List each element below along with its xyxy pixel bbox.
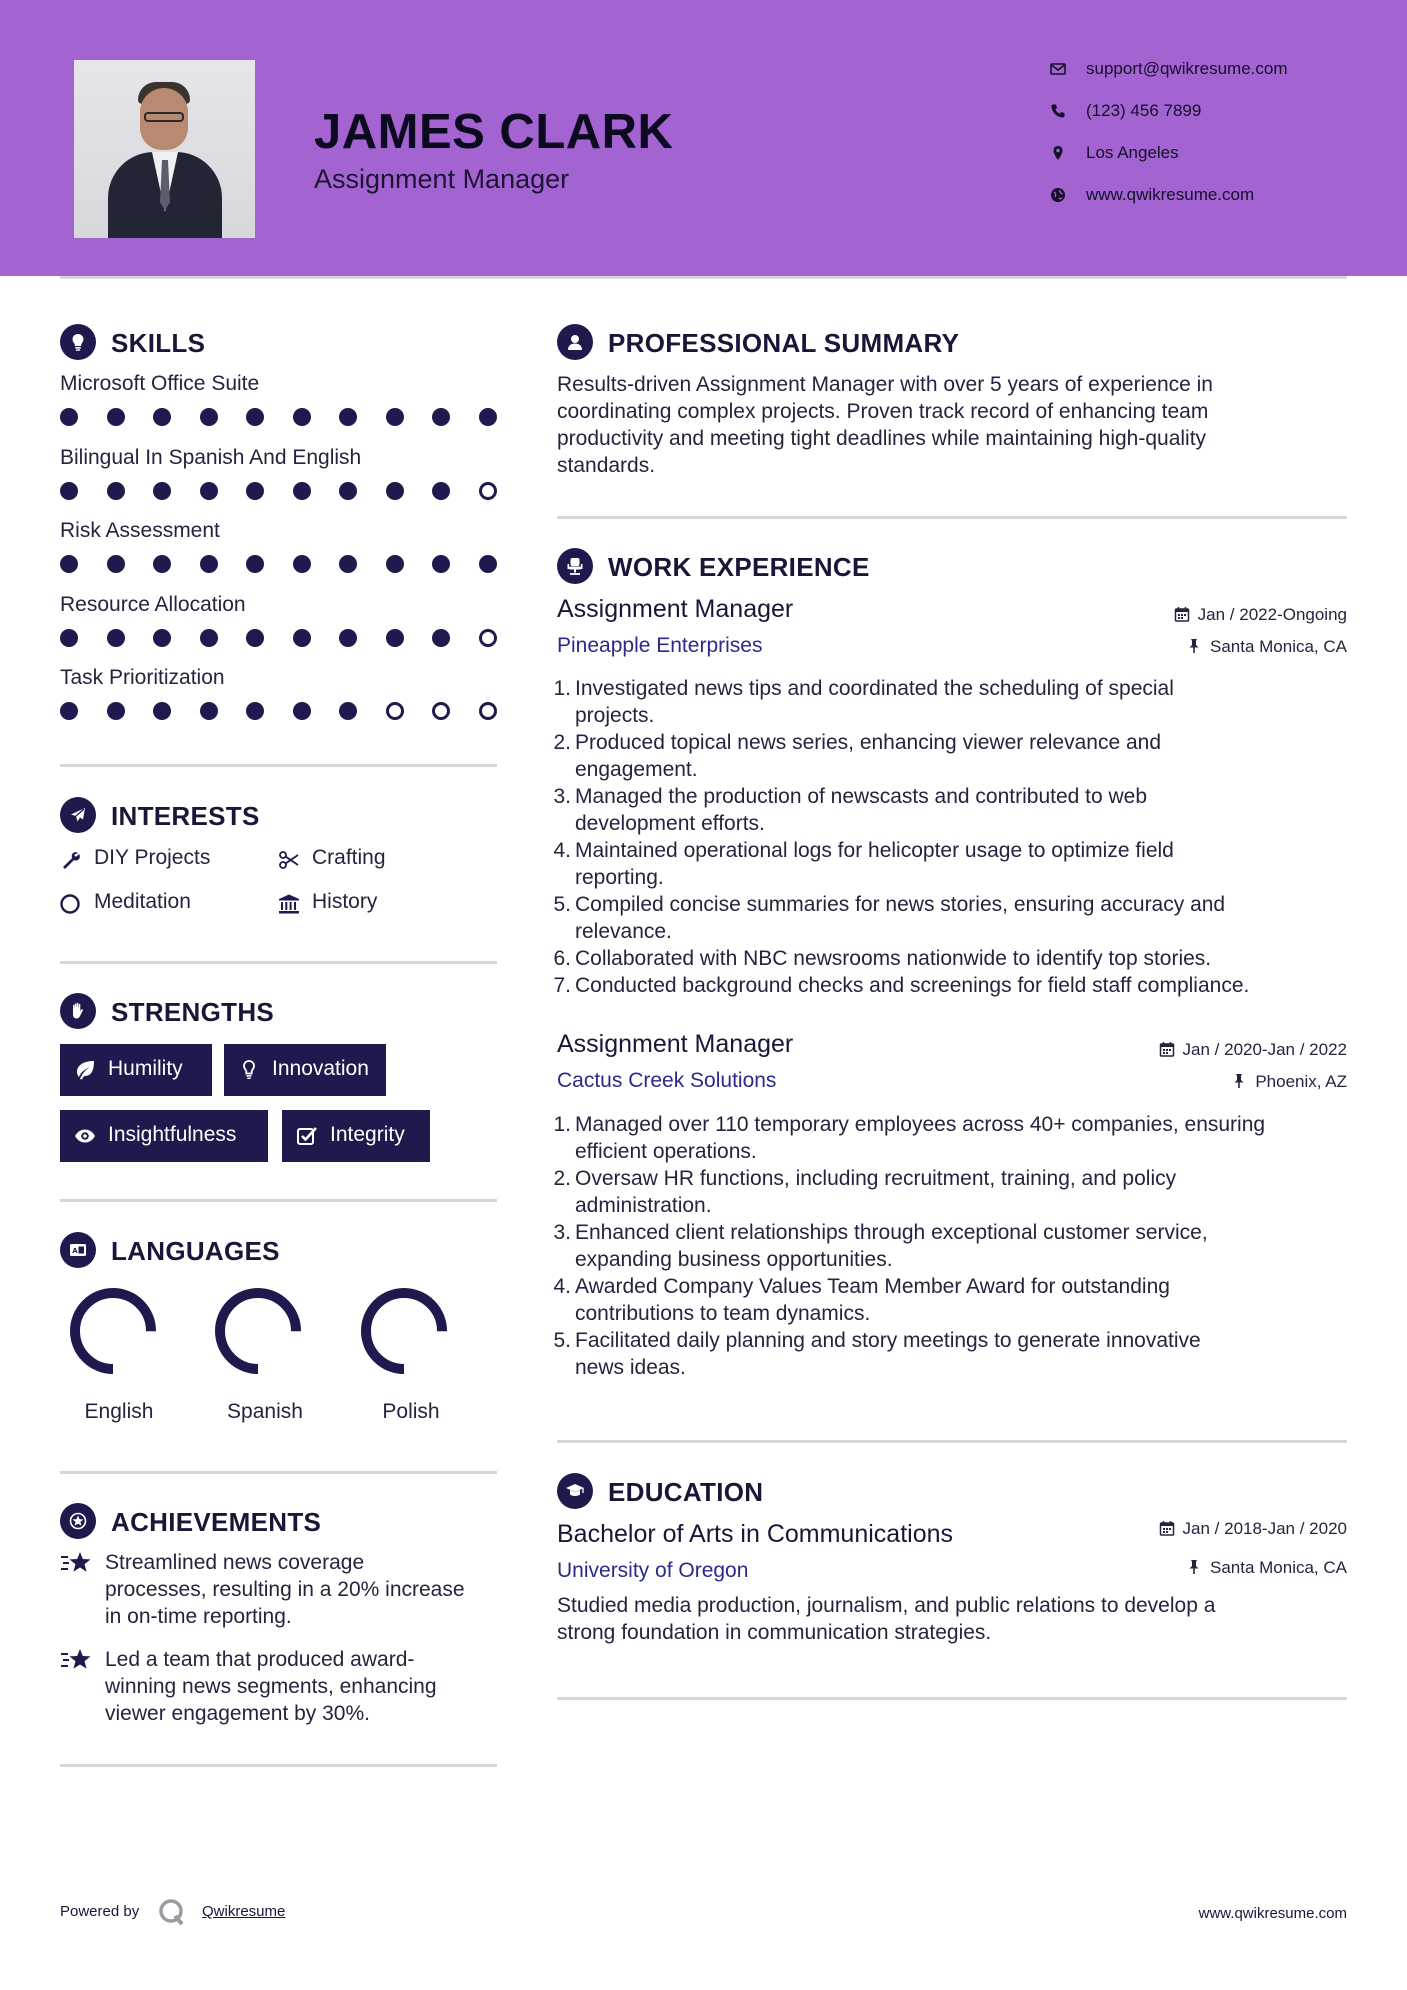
skill-dot-filled — [200, 482, 218, 500]
envelope-icon — [1050, 61, 1066, 77]
eye-icon — [74, 1125, 96, 1147]
achievement-text: Streamlined news coverage processes, resulting in a 20% increase in on-time reporting. — [105, 1551, 465, 1628]
language-level-ring — [68, 1286, 158, 1376]
office-chair-icon — [557, 548, 593, 584]
candidate-role: Assignment Manager — [314, 164, 570, 194]
skill-dot-filled — [386, 482, 404, 500]
language-level-arc — [75, 1293, 151, 1369]
graduation-cap-icon — [557, 1473, 593, 1509]
education-title: EDUCATION — [608, 1477, 764, 1507]
profile-photo — [74, 60, 255, 238]
list-item: 7. Conducted background checks and screenings for field staff compliance. — [553, 974, 1250, 997]
list-item: 5. Facilitated daily planning and story meetings to generate innovative news ideas. — [553, 1329, 1201, 1379]
skill-dot-filled — [293, 555, 311, 573]
skill-dot-filled — [293, 408, 311, 426]
list-item: 3. Managed the production of newscasts and contributed to web development efforts. — [553, 785, 1148, 835]
achievements-title: ACHIEVEMENTS — [111, 1507, 322, 1537]
contact-website-text: www.qwikresume.com — [1086, 185, 1255, 204]
list-item: 6. Collaborated with NBC newsrooms nationwide to identify top stories. — [553, 947, 1212, 970]
candidate-name: JAMES CLARK — [314, 105, 674, 159]
strengths-title: STRENGTHS — [111, 997, 275, 1027]
museum-icon — [278, 893, 300, 915]
skill-rating — [60, 555, 500, 575]
language-level-ring — [213, 1286, 303, 1376]
skill-dot-empty — [479, 702, 497, 720]
skill-label: Resource Allocation — [60, 593, 246, 616]
skill-dot-empty — [479, 629, 497, 647]
star-icon — [60, 1551, 92, 1577]
contact-phone-text: (123) 456 7899 — [1086, 101, 1202, 120]
list-item: 2. Produced topical news series, enhancing viewer relevance and engagement. — [553, 731, 1162, 781]
contact-email-text: support@qwikresume.com — [1086, 59, 1288, 78]
languages-title: LANGUAGES — [111, 1236, 280, 1266]
strength-tag — [282, 1110, 430, 1162]
skill-label: Risk Assessment — [60, 519, 220, 542]
skill-dot-filled — [153, 482, 171, 500]
calendar-icon — [1159, 1041, 1175, 1057]
lightbulb-icon — [60, 324, 96, 360]
section-divider — [60, 1471, 497, 1474]
skill-dot-filled — [246, 408, 264, 426]
list-item: 3. Enhanced client relationships through exceptional customer service, expanding business opportunities. — [553, 1221, 1208, 1271]
skill-dot-filled — [200, 629, 218, 647]
pushpin-icon — [1186, 638, 1202, 654]
skill-dot-filled — [432, 482, 450, 500]
skill-dot-filled — [339, 629, 357, 647]
pushpin-icon — [1231, 1073, 1247, 1089]
skill-dot-filled — [200, 555, 218, 573]
skill-dot-filled — [60, 408, 78, 426]
user-icon — [557, 324, 593, 360]
skill-dot-filled — [246, 702, 264, 720]
skill-rating — [60, 702, 500, 722]
job-bullets — [553, 675, 1357, 999]
calendar-icon — [1159, 1520, 1175, 1536]
header-divider — [60, 276, 1347, 279]
interest-label: Meditation — [94, 890, 191, 913]
map-marker-icon — [1050, 145, 1066, 161]
skill-dot-filled — [432, 629, 450, 647]
skills-title: SKILLS — [111, 328, 206, 358]
skill-dot-filled — [339, 555, 357, 573]
qwikresume-logo-icon — [158, 1898, 186, 1926]
language-level-arc — [366, 1293, 442, 1369]
list-item: 1. Managed over 110 temporary employees across 40+ companies, ensuring efficient operations. — [553, 1113, 1266, 1163]
section-divider — [557, 1697, 1347, 1700]
strength-label: Innovation — [272, 1057, 369, 1080]
list-item: 5. Compiled concise summaries for news stories, ensuring accuracy and relevance. — [553, 893, 1226, 943]
pushpin-icon — [1186, 1559, 1202, 1575]
skill-dot-filled — [200, 408, 218, 426]
skill-label: Microsoft Office Suite — [60, 372, 260, 395]
contact-location-text: Los Angeles — [1086, 143, 1179, 162]
skill-dot-filled — [107, 408, 125, 426]
skill-dot-filled — [60, 629, 78, 647]
skill-rating — [60, 482, 500, 502]
interest-label: Crafting — [312, 846, 386, 869]
experience-title: WORK EXPERIENCE — [608, 552, 870, 582]
resume-header — [0, 0, 1407, 276]
section-divider — [60, 764, 497, 767]
skill-dot-filled — [60, 702, 78, 720]
interests-title: INTERESTS — [111, 801, 260, 831]
scissors-icon — [278, 849, 300, 871]
section-divider — [557, 1440, 1347, 1443]
skill-dot-empty — [386, 702, 404, 720]
skill-dot-filled — [293, 482, 311, 500]
circle-icon — [60, 893, 82, 915]
education-date: Jan / 2018-Jan / 2020 — [1159, 1519, 1347, 1539]
section-divider — [557, 516, 1347, 519]
language-label: Polish — [382, 1400, 440, 1423]
list-item: 1. Investigated news tips and coordinated the scheduling of special projects. — [553, 677, 1174, 727]
skill-dot-filled — [60, 555, 78, 573]
interest-label: History — [312, 890, 378, 913]
skill-dot-filled — [200, 702, 218, 720]
skill-dot-filled — [153, 629, 171, 647]
skill-dot-filled — [153, 702, 171, 720]
section-divider — [60, 1764, 497, 1767]
strength-tag — [60, 1044, 212, 1096]
achievement-text: Led a team that produced award- winning news segments, enhancing viewer engagement by 30%. — [105, 1648, 437, 1725]
school-name: University of Oregon — [557, 1559, 749, 1582]
skill-dot-filled — [153, 408, 171, 426]
section-divider — [60, 1199, 497, 1202]
skill-rating — [60, 408, 500, 428]
skill-dot-filled — [246, 555, 264, 573]
powered-by-text: Powered by — [60, 1903, 140, 1920]
footer-website[interactable]: www.qwikresume.com — [1198, 1905, 1347, 1922]
list-item: 4. Awarded Company Values Team Member Award for outstanding contributions to team dynamics. — [553, 1275, 1170, 1325]
strength-tag — [60, 1110, 268, 1162]
phone-icon — [1050, 103, 1066, 119]
skill-dot-filled — [107, 482, 125, 500]
skill-rating — [60, 629, 500, 649]
company-name: Pineapple Enterprises — [557, 634, 763, 657]
skill-dot-filled — [386, 555, 404, 573]
skill-dot-filled — [107, 702, 125, 720]
summary-title: PROFESSIONAL SUMMARY — [608, 328, 960, 358]
skill-dot-filled — [153, 555, 171, 573]
education-description: Studied media production, journalism, and public relations to develop a strong foundation in communication strategies. — [557, 1594, 1216, 1644]
star-badge-icon — [60, 1503, 96, 1539]
company-name: Cactus Creek Solutions — [557, 1069, 777, 1092]
language-level-arc — [220, 1293, 296, 1369]
strength-tag — [224, 1044, 386, 1096]
strength-label: Insightfulness — [108, 1123, 237, 1146]
interest-label: DIY Projects — [94, 846, 211, 869]
job-bullets — [553, 1111, 1357, 1381]
svg-text:A: A — [72, 1247, 78, 1256]
list-item: 4. Maintained operational logs for helicopter usage to optimize field reporting. — [553, 839, 1174, 889]
job-date: Jan / 2022-Ongoing — [1174, 605, 1347, 625]
skill-dot-empty — [432, 702, 450, 720]
job-location: Santa Monica, CA — [1186, 637, 1347, 657]
language-label: Spanish — [227, 1400, 303, 1423]
skill-dot-filled — [107, 555, 125, 573]
skill-dot-filled — [339, 408, 357, 426]
degree-title: Bachelor of Arts in Communications — [557, 1520, 954, 1548]
skill-dot-filled — [293, 702, 311, 720]
skill-dot-filled — [386, 629, 404, 647]
job-title: Assignment Manager — [557, 1030, 794, 1058]
skill-label: Task Prioritization — [60, 666, 225, 689]
skill-dot-filled — [432, 555, 450, 573]
job-date: Jan / 2020-Jan / 2022 — [1159, 1040, 1347, 1060]
skill-dot-filled — [60, 482, 78, 500]
skill-dot-filled — [479, 408, 497, 426]
paper-plane-icon — [60, 797, 96, 833]
star-icon — [60, 1648, 92, 1674]
wrench-icon — [60, 849, 82, 871]
skill-label: Bilingual In Spanish And English — [60, 446, 362, 469]
globe-icon — [1050, 187, 1066, 203]
leaf-icon — [74, 1059, 96, 1081]
lightbulb-outline-icon — [238, 1059, 260, 1081]
skill-dot-filled — [293, 629, 311, 647]
skill-dot-filled — [432, 408, 450, 426]
skill-dot-filled — [386, 408, 404, 426]
calendar-icon — [1174, 606, 1190, 622]
skill-dot-filled — [246, 482, 264, 500]
job-title: Assignment Manager — [557, 595, 794, 623]
list-item: 2. Oversaw HR functions, including recruitment, training, and policy administration. — [553, 1167, 1177, 1217]
job-location: Phoenix, AZ — [1231, 1072, 1347, 1092]
skill-dot-filled — [479, 555, 497, 573]
section-divider — [60, 961, 497, 964]
check-square-icon — [296, 1125, 318, 1147]
summary-text: Results-driven Assignment Manager with over 5 years of experience in coordinating complex projects. Proven track record of enhancing team productivity and meeting tight deadlines while maintaining high-quality standards. — [557, 373, 1213, 477]
skill-dot-filled — [339, 702, 357, 720]
language-level-ring — [359, 1286, 449, 1376]
skill-dot-filled — [107, 629, 125, 647]
skill-dot-filled — [339, 482, 357, 500]
skill-dot-filled — [246, 629, 264, 647]
hand-icon — [60, 993, 96, 1029]
language-label: English — [84, 1400, 154, 1423]
skill-dot-empty — [479, 482, 497, 500]
language-icon — [60, 1232, 96, 1268]
strength-label: Integrity — [330, 1123, 405, 1146]
strength-label: Humility — [108, 1057, 183, 1080]
education-location: Santa Monica, CA — [1186, 1558, 1347, 1578]
qwikresume-link[interactable]: Qwikresume — [202, 1903, 286, 1920]
